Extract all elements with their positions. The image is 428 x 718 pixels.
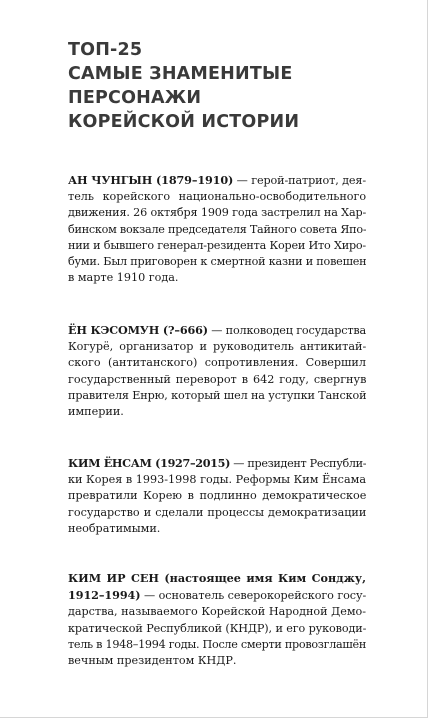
entry-line: нии и бывшего генерал-резидента Кореи Ито Хиро- (68, 238, 366, 252)
entry-line (68, 570, 366, 587)
heading-line: ПЕРСОНАЖИ (68, 88, 202, 108)
section-heading (68, 38, 398, 134)
entry-an-chunggyn (68, 172, 366, 286)
entry-text: — герой-патриот, дея- (233, 174, 366, 187)
entry-kim-ir-sen (68, 570, 366, 669)
entry-line (68, 172, 366, 189)
entry-line: империи. (68, 405, 124, 419)
entry-line: необратимыми. (68, 521, 161, 535)
entry-name: КИМ ИР СЕН (настоящее имя Ким Сонджу, (68, 571, 366, 585)
entry-line: в марте 1910 года. (68, 271, 179, 285)
entry-line: тель корейского национально-освободительного (68, 190, 366, 204)
entry-name: КИМ ЁНСАМ (1927–2015) (68, 456, 231, 470)
entry-line: ки Корея в 1993-1998 годы. Реформы Ким Ёнсама (68, 473, 366, 487)
entry-line: движения. 26 октября 1909 года застрелил на Хар- (68, 206, 366, 220)
heading-line: КОРЕЙСКОЙ ИСТОРИИ (68, 112, 300, 132)
entry-yon-kesomun (68, 322, 366, 420)
entry-line: государство и сделали процессы демократизации (68, 505, 366, 519)
entry-kim-yonsam (68, 455, 366, 537)
entry-line (68, 587, 366, 604)
entry-line: тель в 1948–1994 годы. После смерти провозглашён (68, 637, 366, 651)
entry-text: — полководец государства (207, 324, 366, 337)
entry-line: превратили Корею в подлинно демократическое (68, 489, 366, 503)
entry-line: государственный переворот в 642 году, свергнув (68, 372, 366, 386)
entry-line: буми. Был приговорен к смертной казни и повешен (68, 255, 366, 269)
entry-line: дарства, называемого Корейской Народной Демо- (68, 605, 366, 619)
entry-name: 1912–1994) (68, 588, 141, 603)
entry-text: — основатель северокорейского госу- (140, 589, 366, 603)
entry-line (68, 455, 366, 472)
entry-line (68, 322, 366, 339)
entry-line: бинском вокзале председателя Тайного совета Япо- (68, 222, 366, 236)
entry-line: Когурё, организатор и руководитель антикитай- (68, 340, 366, 354)
entry-text: — президент Республи- (230, 457, 366, 470)
entry-name: ЁН КЭСОМУН (?–666) (68, 323, 208, 337)
entry-line: ского (антитанского) сопротивления. Совершил (68, 356, 366, 370)
heading-line: САМЫЕ ЗНАМЕНИТЫЕ (68, 64, 293, 84)
entry-name: АН ЧУНГЫН (1879–1910) (68, 173, 234, 187)
entry-line: кратической Республикой (КНДР), и его руководи- (68, 621, 366, 635)
heading-line: ТОП-25 (68, 40, 143, 60)
entry-line: вечным президентом КНДР. (68, 654, 237, 668)
entry-line: правителя Енрю, который шел на уступки Танской (68, 388, 366, 402)
